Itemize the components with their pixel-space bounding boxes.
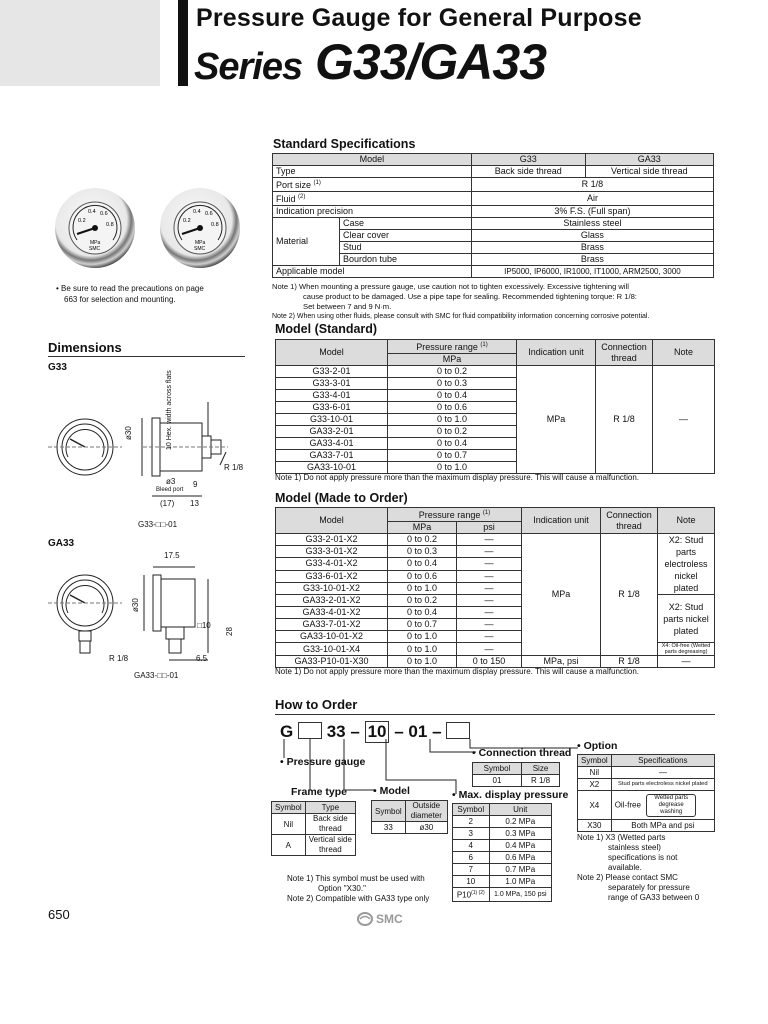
code-box-option [446,722,470,739]
model-symbol: 33 [372,822,406,834]
option-symbol: X30 [578,820,612,832]
code-01: 01 [408,722,428,741]
th-symbol: Symbol [272,802,306,814]
th-type: Type [305,802,355,814]
range-cell: 0 to 0.4 [388,438,517,450]
th-specs: Specifications [611,755,714,767]
mpa-cell: 0 to 0.3 [388,546,457,558]
gauge-photo-ga33 [160,188,240,268]
spec-label-text: Port size [276,180,312,190]
psi-cell: — [457,607,522,619]
spec-label-text: Fluid [276,194,296,204]
model-cell: G33-4-01 [276,390,388,402]
precaution-line: 663 for selection and mounting. [64,295,176,304]
frame-type: Back side thread [305,814,355,835]
spec-value: IP5000, IP6000, IR1000, IT1000, ARM2500, 3000 [471,266,713,278]
ind-cell: MPa [517,366,596,474]
th-symbol: Symbol [578,755,612,767]
maxp-unit: 0.3 MPa [489,828,551,840]
conn-symbol: 01 [473,775,522,787]
code-33: 33 [326,722,346,741]
note-cell: — [653,366,715,474]
option-spec [611,791,714,820]
header-bar [178,0,188,86]
ga33-dim-d: ø30 [131,598,140,612]
code-dash: – [350,722,360,741]
maxp-unit: 0.7 MPa [489,864,551,876]
mpa-cell: 0 to 1.0 [388,656,457,668]
note-cell: X4: Oil-free (Wetted parts degreasing) [658,643,715,656]
th-sup: (1) [480,342,488,348]
spec-value: Vertical side thread [585,166,713,178]
model-cell: G33-10-01-X4 [276,643,388,656]
model-cell: G33-10-01 [276,414,388,426]
model-order-footnote: Note 1) Do not apply pressure more than the maximum display pressure. This will cause a malfunction. [275,667,640,676]
mpa-cell: 0 to 0.2 [388,595,457,607]
psi-cell: 0 to 150 [457,656,522,668]
psi-cell: — [457,546,522,558]
ga33-dim-sq: □10 [197,621,211,630]
note-line: Note 2) When using other fluids, please consult with SMC for fluid compatibility information concerning corrosive potential. [272,313,650,320]
model-cell: G33-3-01-X2 [276,546,388,558]
spec-value: R 1/8 [471,178,713,192]
psi-cell: — [457,631,522,643]
model-cell: G33-10-01-X2 [276,582,388,594]
conn-table [472,762,560,787]
note-line: Note 2) Compatible with GA33 type only [287,894,430,903]
product-photo [55,188,255,268]
th-diameter: Outside diameter [405,801,447,822]
divider [275,714,715,715]
note-line: available. [608,863,642,872]
spec-sup: (2) [298,194,306,200]
th-size: Size [522,763,560,775]
th-unit: Unit [489,804,551,816]
psi-cell: — [457,595,522,607]
maxp-symbol: 6 [453,852,490,864]
model-cell: G33-6-01 [276,402,388,414]
label-frame: Frame type [291,786,348,798]
spec-label [273,192,472,206]
series-title [194,32,546,97]
mpa-cell: 0 to 1.0 [388,631,457,643]
material-value: Brass [471,254,713,266]
frame-symbol: Nil [272,814,306,835]
ga33-dim-h: 28 [225,627,234,636]
th-g33: G33 [471,154,585,166]
ga33-caption: GA33-□□-01 [134,671,179,680]
spec-label: Type [273,166,472,178]
model-diameter: ø30 [405,822,447,834]
frame-symbol: A [272,835,306,856]
gauge-face-icon [55,188,135,268]
range-cell: 0 to 0.4 [388,390,517,402]
maxp-unit: 0.4 MPa [489,840,551,852]
note-cell: X2: Stud parts electroless nickel plated [658,534,715,595]
th-symbol: Symbol [453,804,490,816]
svg-text:0.4: 0.4 [88,209,96,215]
range-cell: 0 to 0.2 [388,366,517,378]
note-line: Set between 7 and 9 N·m. [303,302,392,311]
option-table [577,754,715,832]
th-range-text: Pressure range [416,342,478,352]
th-unit: MPa [388,354,517,366]
psi-cell: — [457,570,522,582]
th-model: Model [273,154,472,166]
note-line: stainless steel) [608,843,661,852]
svg-text:MPa: MPa [90,240,101,246]
model-standard-footnote: Note 1) Do not apply pressure more than the maximum display pressure. This will cause a malfunction. [275,473,640,482]
note-line: Option "X30." [318,884,366,893]
spec-label: Applicable model [273,266,472,278]
maxp-unit: 1.0 MPa [489,876,551,888]
model-order-title: Model (Made to Order) [275,491,408,505]
ind-cell: MPa [522,534,601,656]
option-spec: — [611,767,714,779]
note-line: cause product to be damaged. Use a pipe tape for sealing. Recommended tightening torque: R 1/8: [303,292,637,301]
code-g: G [280,722,294,741]
code-box-frame [298,722,322,739]
frame-type: Vertical side thread [305,835,355,856]
maxp-unit: 0.2 MPa [489,816,551,828]
model-cell: G33-2-01-X2 [276,534,388,546]
maxp-table [452,803,552,902]
dimensions-title: Dimensions [48,340,122,355]
th-range [388,340,517,354]
model-cell: GA33-P10-01-X30 [276,656,388,668]
material-value: Brass [471,242,713,254]
psi-cell: — [457,534,522,546]
code-10: 10 [365,721,390,743]
conn-size: R 1/8 [522,775,560,787]
th-ga33: GA33 [585,154,713,166]
option-symbol: X2 [578,779,612,791]
note-line: Note 1) X3 (Wetted parts [577,833,666,842]
model-cell: GA33-2-01-X2 [276,595,388,607]
svg-text:0.8: 0.8 [106,222,114,228]
th-range-text: Pressure range [418,510,481,520]
svg-text:0.6: 0.6 [100,211,108,217]
material-part: Case [340,218,472,230]
spec-sup: (1) [313,180,321,186]
option-spec-text: Oil-free [614,800,641,810]
order-notes-right [577,833,717,903]
svg-text:0.6: 0.6 [205,211,213,217]
model-cell: GA33-2-01 [276,426,388,438]
precaution-line: Be sure to read the precautions on page [61,284,204,293]
code-dash: – [394,722,404,741]
range-cell: 0 to 0.2 [388,426,517,438]
th-conn: Connection thread [601,508,658,534]
note-line: separately for pressure [608,883,690,892]
th-note: Note [653,340,715,366]
material-value: Glass [471,230,713,242]
note-line: Note 2) Please contact SMC [577,873,678,882]
ga33-label: GA33 [48,538,75,549]
label-model: • Model [373,785,410,797]
model-standard-table [275,339,715,474]
spec-value: Air [471,192,713,206]
model-cell: GA33-10-01-X2 [276,631,388,643]
range-cell: 0 to 1.0 [388,462,517,474]
g33-caption: G33-□□-01 [138,520,178,529]
option-spec: Stud parts electroless nickel plated [611,779,714,791]
standard-spec-title: Standard Specifications [273,137,416,151]
spec-notes [272,282,717,322]
divider [48,356,245,357]
label-option-text: Option [583,740,618,752]
note-line: specifications is not [608,853,678,862]
g33-dim-d: ø30 [124,426,133,440]
mpa-cell: 0 to 0.6 [388,570,457,582]
maxp-symbol: 7 [453,864,490,876]
material-part: Clear cover [340,230,472,242]
range-cell: 0 to 0.6 [388,402,517,414]
standard-spec-table [272,153,714,278]
svg-text:SMC: SMC [194,246,206,252]
maxp-symbol: 10 [453,876,490,888]
note-line: Note 1) This symbol must be used with [287,874,425,883]
th-ind: Indication unit [522,508,601,534]
mpa-cell: 0 to 1.0 [388,643,457,656]
maxp-symbol-text: P10 [456,890,472,900]
psi-cell: — [457,643,522,656]
mpa-cell: 0 to 1.0 [388,582,457,594]
spec-label [273,178,472,192]
ga33-dim-w: 17.5 [164,551,180,560]
model-cell: G33-4-01-X2 [276,558,388,570]
th-range [388,508,522,522]
maxp-sup: (1) (2) [471,890,485,896]
g33-dim-thread: R 1/8 [224,463,244,472]
material-value: Stainless steel [471,218,713,230]
th-conn: Connection thread [596,340,653,366]
g33-dim-hex: 10 Hex. width across flats [166,370,173,450]
maxp-unit: 0.6 MPa [489,852,551,864]
spec-label: Indication precision [273,206,472,218]
model-cell: GA33-4-01-X2 [276,607,388,619]
conn-cell: R 1/8 [601,534,658,656]
note-line: range of GA33 between 0 [608,893,700,902]
ga33-dim-thread: R 1/8 [109,654,129,663]
th-model: Model [276,340,388,366]
th-ind: Indication unit [517,340,596,366]
g33-dim-w1: (17) [160,499,175,508]
precaution-note: • Be sure to read the precautions on page 663 for selection and mounting. [56,284,204,304]
material-label: Material [273,218,340,266]
model-standard-title: Model (Standard) [275,322,378,336]
gauge-photo-g33 [55,188,135,268]
series-prefix: Series [194,46,303,88]
model-cell: GA33-4-01 [276,438,388,450]
material-part: Bourdon tube [340,254,472,266]
mpa-cell: 0 to 0.4 [388,607,457,619]
material-part: Stud [340,242,472,254]
smc-logo-text: SMC [376,912,403,926]
psi-cell: — [457,582,522,594]
header-grey-block [0,0,160,86]
spec-value: Back side thread [471,166,585,178]
model-cell: G33-6-01-X2 [276,570,388,582]
maxp-symbol [453,888,490,902]
page-number: 650 [48,907,70,922]
maxp-symbol: 4 [453,840,490,852]
smc-logo [357,912,403,926]
maxp-unit: 1.0 MPa, 150 psi [489,888,551,902]
spec-value: 3% F.S. (Full span) [471,206,713,218]
label-maxp-text: Max. display pressure [458,789,569,801]
conn-cell: R 1/8 [596,366,653,474]
svg-text:SMC: SMC [89,246,101,252]
g33-dimension-drawing [48,372,248,537]
svg-text:0.8: 0.8 [211,222,219,228]
mpa-cell: 0 to 0.7 [388,619,457,631]
psi-cell: — [457,619,522,631]
page-title: Pressure Gauge for General Purpose [196,4,642,32]
g33-dim-bleed: ø3 [166,477,176,486]
model-order-table [275,507,715,668]
model-cell: G33-2-01 [276,366,388,378]
label-model-text: Model [379,785,410,797]
svg-text:MPa: MPa [195,240,206,246]
model-cell: GA33-10-01 [276,462,388,474]
code-dash: – [432,722,442,741]
label-option: • Option [577,740,618,752]
th-note: Note [658,508,715,534]
mpa-cell: 0 to 0.2 [388,534,457,546]
model-cell: G33-3-01 [276,378,388,390]
smc-logo-icon [357,912,373,926]
label-conn: • Connection thread [472,747,572,759]
g33-dim-bleed-label: Bleed port [156,487,184,493]
note-cell: — [658,656,715,668]
label-conn-text: Connection thread [478,747,572,759]
range-cell: 0 to 1.0 [388,414,517,426]
series-name: G33/GA33 [315,34,547,90]
psi-cell: — [457,558,522,570]
option-x4-box: Wetted parts degrease washing [646,794,696,817]
model-cell: GA33-7-01 [276,450,388,462]
order-notes-left [287,874,429,904]
label-gauge-text: Pressure gauge [286,756,366,768]
mpa-cell: 0 to 0.4 [388,558,457,570]
svg-text:0.2: 0.2 [78,218,86,224]
ind-cell: MPa, psi [522,656,601,668]
ga33-dim-w2: 6.5 [196,654,208,663]
th-psi: psi [457,522,522,534]
th-symbol: Symbol [372,801,406,822]
conn-cell: R 1/8 [601,656,658,668]
model-table [371,800,448,834]
option-spec: Both MPa and psi [611,820,714,832]
option-symbol: X4 [578,791,612,820]
model-cell: GA33-7-01-X2 [276,619,388,631]
th-mpa: MPa [388,522,457,534]
svg-text:0.4: 0.4 [193,209,201,215]
th-symbol: Symbol [473,763,522,775]
g33-dim-w2: 13 [190,499,199,508]
ga33-dimension-drawing [48,548,248,673]
note-line: Note 1) When mounting a pressure gauge, use caution not to tighten excessively. Excessive tightening will [272,282,629,291]
range-cell: 0 to 0.7 [388,450,517,462]
label-gauge: • Pressure gauge [280,756,366,768]
range-cell: 0 to 0.3 [388,378,517,390]
g33-dim-w3: 9 [193,480,198,489]
label-maxp: • Max. display pressure [452,789,569,801]
th-model: Model [276,508,388,534]
option-symbol: Nil [578,767,612,779]
frame-table [271,801,356,856]
maxp-symbol: 3 [453,828,490,840]
th-sup: (1) [482,510,491,516]
svg-text:0.2: 0.2 [183,218,191,224]
gauge-face-icon [160,188,240,268]
note-cell: X2: Stud parts nickel plated [658,595,715,643]
maxp-symbol: 2 [453,816,490,828]
g33-label: G33 [48,362,67,373]
how-to-order-title: How to Order [275,697,358,712]
